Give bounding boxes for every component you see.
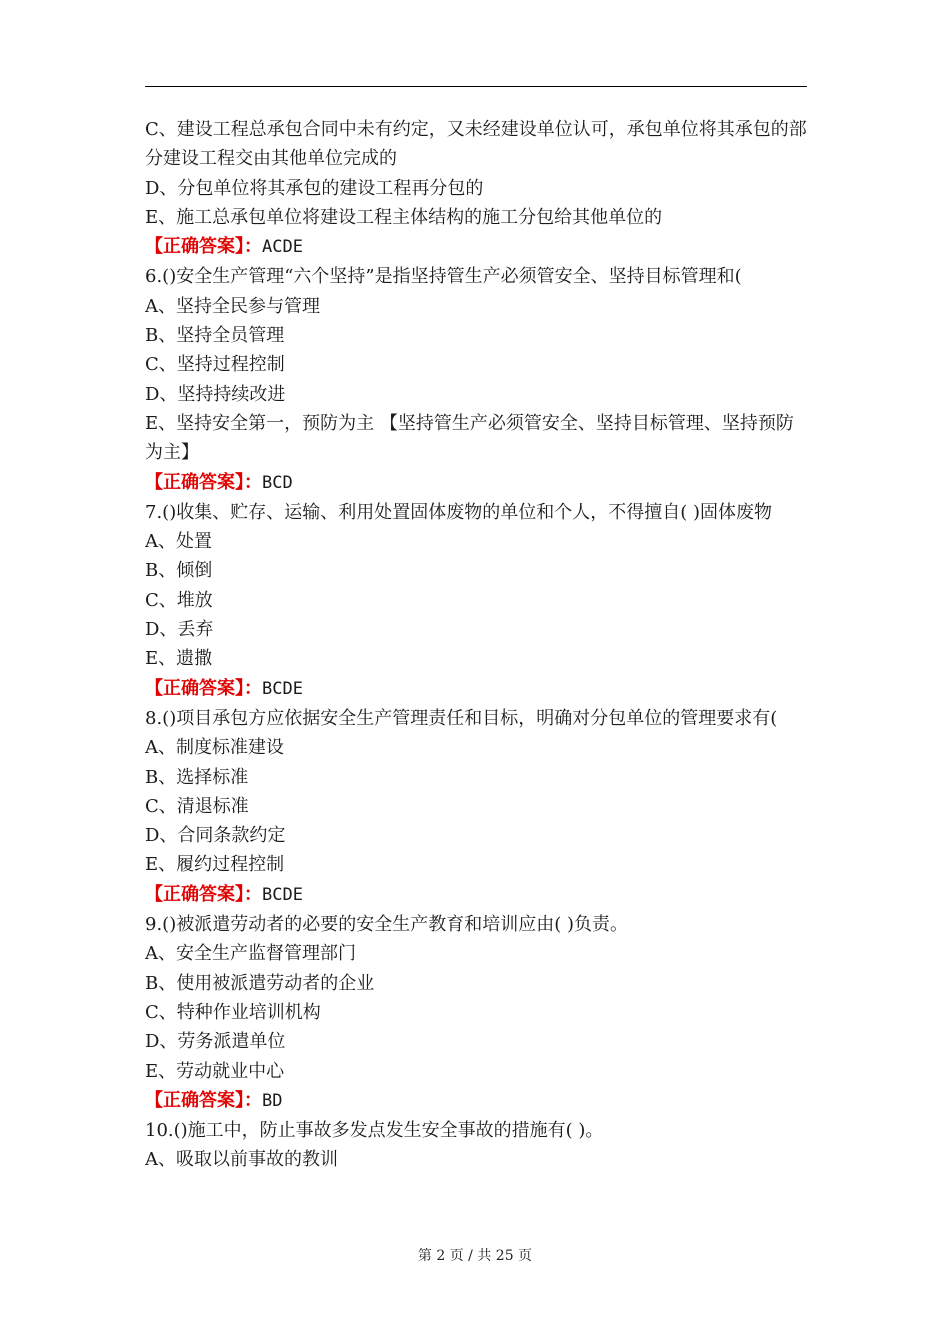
option-line: E、施工总承包单位将建设工程主体结构的施工分包给其他单位的	[145, 206, 663, 228]
question-stem: 8.()项目承包方应依据安全生产管理责任和目标，明确对分包单位的管理要求有(	[145, 707, 778, 729]
option-line: B、选择标准	[145, 766, 249, 788]
answer-label: 【正确答案】：	[145, 236, 262, 258]
option-line: A、安全生产监督管理部门	[145, 943, 356, 965]
option-line: D、合同条款约定	[145, 825, 286, 847]
answer-label: 【正确答案】：	[145, 471, 262, 493]
option-line: B、坚持全员管理	[145, 325, 285, 347]
answer-line	[145, 674, 810, 704]
option-line: B、使用被派遣劳动者的企业	[145, 972, 375, 994]
document-body	[145, 115, 810, 1175]
answer-line	[145, 468, 810, 498]
option-line: E、劳动就业中心	[145, 1060, 285, 1082]
header-rule	[145, 86, 807, 87]
option-line: E、坚持安全第一，预防为主 【坚持管生产必须管安全、坚持目标管理、坚持预防为主】	[145, 412, 794, 464]
answer-label: 【正确答案】：	[145, 677, 262, 699]
option-line: D、劳务派遣单位	[145, 1031, 286, 1053]
answer-value: BCDE	[262, 678, 303, 699]
option-line: D、坚持持续改进	[145, 383, 286, 405]
answer-value: BCD	[262, 472, 293, 493]
option-line: A、制度标准建设	[145, 737, 284, 759]
question-stem: 10.()施工中，防止事故多发点发生安全事故的措施有( )。	[145, 1120, 604, 1142]
option-line: C、建设工程总承包合同中未有约定，又未经建设单位认可，承包单位将其承包的部分建设工程交由其他单位完成的	[145, 119, 807, 170]
option-line: C、特种作业培训机构	[145, 1001, 321, 1023]
question-stem: 9.()被派遣劳动者的必要的安全生产教育和培训应由( )负责。	[145, 914, 628, 936]
option-line: E、遗撒	[145, 648, 213, 670]
page-footer: 第 2 页 / 共 25 页	[417, 1248, 533, 1264]
option-line: B、倾倒	[145, 560, 213, 582]
option-line: D、丢弃	[145, 619, 214, 641]
answer-line	[145, 1086, 810, 1116]
answer-label: 【正确答案】：	[145, 1089, 262, 1111]
option-line: C、坚持过程控制	[145, 354, 285, 376]
answer-line	[145, 232, 810, 262]
answer-value: BCDE	[262, 884, 303, 905]
option-line: A、处置	[145, 531, 212, 553]
answer-line	[145, 880, 810, 910]
option-line: C、清退标准	[145, 795, 249, 817]
answer-value: ACDE	[262, 237, 303, 258]
option-line: E、履约过程控制	[145, 854, 285, 876]
answer-label: 【正确答案】：	[145, 883, 262, 905]
option-line: A、吸取以前事故的教训	[145, 1149, 338, 1171]
answer-value: BD	[262, 1090, 283, 1111]
question-stem: 6.()安全生产管理“六个坚持”是指坚持管生产必须管安全、坚持目标管理和(	[145, 266, 742, 288]
question-stem: 7.()收集、贮存、运输、利用处置固体废物的单位和个人，不得擅自( )固体废物	[145, 501, 772, 523]
option-line: D、分包单位将其承包的建设工程再分包的	[145, 177, 484, 199]
option-line: C、堆放	[145, 589, 213, 611]
option-line: A、坚持全民参与管理	[145, 295, 320, 317]
